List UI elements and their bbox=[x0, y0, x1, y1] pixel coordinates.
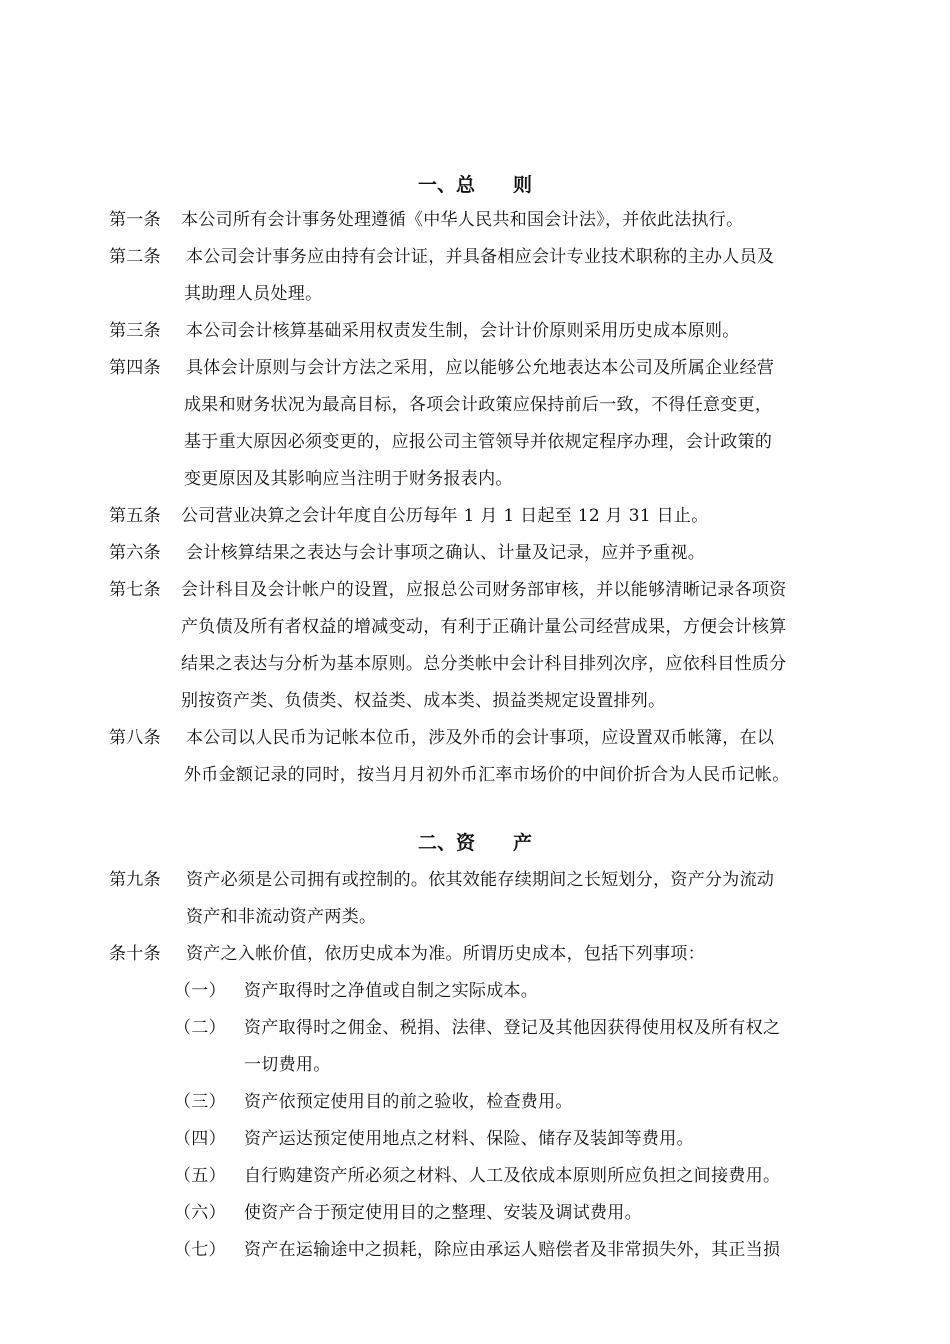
article-text: 资产之入帐价值，依历史成本为准。所谓历史成本，包括下列事项： bbox=[186, 944, 705, 964]
list-item bbox=[0, 973, 950, 1009]
item-text-continuation: 一切费用。 bbox=[244, 1055, 331, 1075]
item-label: （三） bbox=[174, 1092, 226, 1112]
item-label: （七） bbox=[174, 1240, 226, 1260]
item-text: 资产运达预定使用地点之材料、保险、储存及装卸等费用。 bbox=[244, 1129, 694, 1149]
article-text: 本公司所有会计事务处理遵循《中华人民共和国会计法》，并依此法执行。 bbox=[181, 210, 744, 230]
list-item bbox=[0, 1158, 950, 1194]
article-label: 第一条 bbox=[109, 210, 161, 230]
article-text: 本公司会计事务应由持有会计证，并具备相应会计专业技术职称的主办人员及 bbox=[186, 247, 775, 267]
article-label: 第五条 bbox=[109, 506, 161, 526]
article-text-continuation: 别按资产类、负债类、权益类、成本类、损益类规定设置排列。 bbox=[181, 691, 666, 711]
list-item bbox=[0, 1010, 950, 1046]
item-text: 自行购建资产所必须之材料、人工及依成本原则所应负担之间接费用。 bbox=[244, 1166, 781, 1186]
article-label: 第四条 bbox=[109, 358, 161, 378]
article-text-continuation: 基于重大原因必须变更的，应报公司主管领导并依规定程序办理，会计政策的 bbox=[184, 432, 773, 452]
item-text: 资产取得时之净值或自制之实际成本。 bbox=[244, 981, 539, 1001]
article-4 bbox=[0, 350, 950, 386]
item-text: 资产取得时之佣金、税捐、法律、登记及其他因获得使用权及所有权之 bbox=[244, 1018, 781, 1038]
article-text-continuation: 成果和财务状况为最高目标，各项会计政策应保持前后一致，不得任意变更， bbox=[184, 395, 773, 415]
item-text: 资产在运输途中之损耗，除应由承运人赔偿者及非常损失外，其正当损 bbox=[244, 1240, 781, 1260]
item-text: 资产依预定使用目的前之验收，检查费用。 bbox=[244, 1092, 573, 1112]
section-heading-assets: 二、资 产 bbox=[417, 832, 532, 854]
article-text: 会计科目及会计帐户的设置，应报总公司财务部审核，并以能够清晰记录各项资 bbox=[181, 580, 787, 600]
article-text-continuation: 外币金额记录的同时，按当月月初外币汇率市场价的中间价折合为人民币记帐。 bbox=[184, 765, 790, 785]
article-text-continuation: 变更原因及其影响应当注明于财务报表内。 bbox=[184, 469, 513, 489]
article-2 bbox=[0, 239, 950, 275]
article-10 bbox=[0, 936, 950, 972]
section-heading-general: 一、总 则 bbox=[417, 174, 532, 196]
article-text-continuation: 结果之表达与分析为基本原则。总分类帐中会计科目排列次序，应依科目性质分 bbox=[181, 654, 787, 674]
article-text-continuation: 产负债及所有者权益的增减变动，有利于正确计量公司经营成果，方便会计核算 bbox=[181, 617, 787, 637]
article-7 bbox=[0, 572, 950, 608]
item-text: 使资产合于预定使用目的之整理、安装及调试费用。 bbox=[244, 1203, 642, 1223]
article-label: 条十条 bbox=[109, 944, 161, 964]
article-label: 第八条 bbox=[109, 728, 161, 748]
item-label: （一） bbox=[174, 981, 226, 1001]
article-label: 第九条 bbox=[109, 870, 161, 890]
item-label: （二） bbox=[174, 1018, 226, 1038]
list-item bbox=[0, 1084, 950, 1120]
article-1 bbox=[0, 202, 950, 238]
article-label: 第六条 bbox=[109, 543, 161, 563]
article-text: 本公司以人民币为记帐本位币，涉及外币的会计事项，应设置双币帐簿，在以 bbox=[186, 728, 775, 748]
article-text: 资产必须是公司拥有或控制的。依其效能存续期间之长短划分，资产分为流动 bbox=[186, 870, 775, 890]
item-label: （五） bbox=[174, 1166, 226, 1186]
list-item bbox=[0, 1121, 950, 1157]
list-item bbox=[0, 1232, 950, 1268]
article-3 bbox=[0, 313, 950, 349]
item-label: （六） bbox=[174, 1203, 226, 1223]
article-text: 公司营业决算之会计年度自公历每年 1 月 1 日起至 12 月 31 日止。 bbox=[181, 506, 709, 526]
article-text: 具体会计原则与会计方法之采用，应以能够公允地表达本公司及所属企业经营 bbox=[186, 358, 775, 378]
article-label: 第七条 bbox=[109, 580, 161, 600]
article-label: 第二条 bbox=[109, 247, 161, 267]
article-text: 会计核算结果之表达与会计事项之确认、计量及记录，应并予重视。 bbox=[186, 543, 705, 563]
item-label: （四） bbox=[174, 1129, 226, 1149]
article-5 bbox=[0, 498, 950, 534]
article-8 bbox=[0, 720, 950, 756]
article-6 bbox=[0, 535, 950, 571]
article-text-continuation: 资产和非流动资产两类。 bbox=[186, 907, 377, 927]
article-9 bbox=[0, 862, 950, 898]
article-text-continuation: 其助理人员处理。 bbox=[184, 284, 323, 304]
list-item bbox=[0, 1195, 950, 1231]
article-label: 第三条 bbox=[109, 321, 161, 341]
article-text: 本公司会计核算基础采用权责发生制，会计计价原则采用历史成本原则。 bbox=[186, 321, 740, 341]
